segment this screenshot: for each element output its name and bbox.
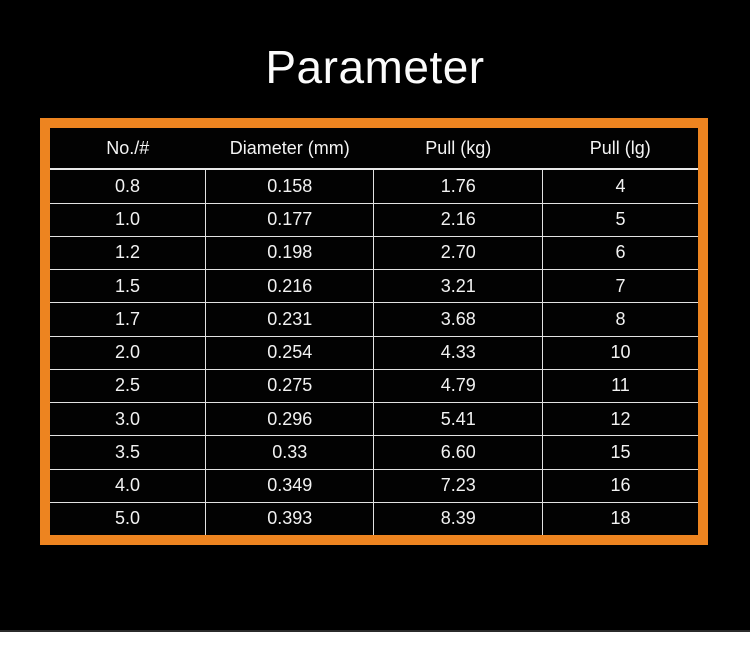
table-cell: 0.158 [206, 169, 374, 203]
table-cell: 0.349 [206, 469, 374, 502]
table-cell: 1.2 [50, 236, 206, 269]
table-cell: 18 [542, 502, 698, 535]
table-cell: 0.231 [206, 303, 374, 336]
table-row [50, 502, 698, 535]
table-cell: 0.254 [206, 336, 374, 369]
table-cell: 5 [542, 203, 698, 236]
table-cell: 16 [542, 469, 698, 502]
table-cell: 1.5 [50, 270, 206, 303]
column-header-pull-lg: Pull (lg) [542, 128, 698, 169]
table-cell: 4.33 [374, 336, 542, 369]
parameter-table-frame [40, 118, 708, 545]
column-header-pull-kg: Pull (kg) [374, 128, 542, 169]
table-cell: 1.7 [50, 303, 206, 336]
table-cell: 4 [542, 169, 698, 203]
table-cell: 6.60 [374, 436, 542, 469]
table-cell: 0.33 [206, 436, 374, 469]
table-cell: 2.0 [50, 336, 206, 369]
table-cell: 0.216 [206, 270, 374, 303]
table-row [50, 403, 698, 436]
table-cell: 3.21 [374, 270, 542, 303]
table-row [50, 203, 698, 236]
table-row [50, 336, 698, 369]
table-cell: 4.79 [374, 369, 542, 402]
table-header-row [50, 128, 698, 169]
table-cell: 1.76 [374, 169, 542, 203]
table-cell: 11 [542, 369, 698, 402]
table-cell: 8.39 [374, 502, 542, 535]
table-cell: 0.8 [50, 169, 206, 203]
bottom-white-strip [0, 630, 750, 649]
column-header-no: No./# [50, 128, 206, 169]
table-cell: 2.16 [374, 203, 542, 236]
table-row [50, 303, 698, 336]
table-cell: 1.0 [50, 203, 206, 236]
table-cell: 2.5 [50, 369, 206, 402]
table-cell: 7 [542, 270, 698, 303]
table-row [50, 469, 698, 502]
table-cell: 0.177 [206, 203, 374, 236]
table-cell: 3.68 [374, 303, 542, 336]
table-cell: 7.23 [374, 469, 542, 502]
table-cell: 8 [542, 303, 698, 336]
table-row [50, 369, 698, 402]
table-cell: 5.41 [374, 403, 542, 436]
table-cell: 0.198 [206, 236, 374, 269]
table-cell: 12 [542, 403, 698, 436]
table-cell: 15 [542, 436, 698, 469]
table-cell: 6 [542, 236, 698, 269]
table-cell: 4.0 [50, 469, 206, 502]
table-cell: 0.393 [206, 502, 374, 535]
table-row [50, 436, 698, 469]
table-row [50, 270, 698, 303]
table-cell: 5.0 [50, 502, 206, 535]
table-row [50, 236, 698, 269]
column-header-diameter: Diameter (mm) [206, 128, 374, 169]
parameter-table [50, 128, 698, 535]
table-cell: 3.5 [50, 436, 206, 469]
table-body [50, 169, 698, 535]
table-row [50, 169, 698, 203]
table-cell: 10 [542, 336, 698, 369]
table-cell: 0.275 [206, 369, 374, 402]
page-title: Parameter [265, 41, 485, 93]
table-cell: 3.0 [50, 403, 206, 436]
table-cell: 0.296 [206, 403, 374, 436]
table-cell: 2.70 [374, 236, 542, 269]
table-header [50, 128, 698, 169]
